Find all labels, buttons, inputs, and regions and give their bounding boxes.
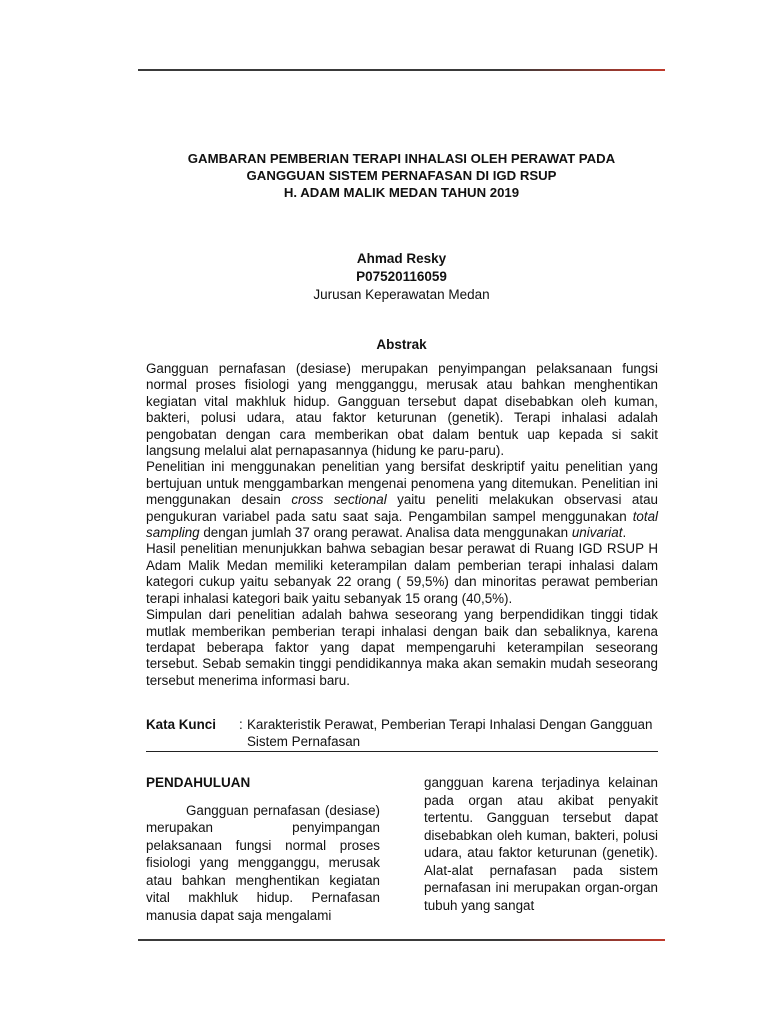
abstract-p2-italic-univariat: univariat <box>571 525 623 541</box>
paper-title <box>138 150 665 201</box>
author-name: Ahmad Resky <box>356 251 447 266</box>
abstract-paragraph-3: Hasil penelitian menunjukkan bahwa sebagian besar perawat di Ruang IGD RSUP H Adam Malik Medan memiliki keterampilan dalam pemberian terapi inhalasi dalam kategori cukup yaitu sebanyak 22 orang ( 59,5%) dan minoritas perawat pemberian terapi inhalasi kategori baik yaitu sebanyak 15 orang (40,5%). <box>146 541 658 606</box>
keywords-label: Kata Kunci <box>146 717 216 732</box>
abstract-p2-italic-cross-sectional: cross sectional <box>291 492 387 508</box>
intro-right-text: gangguan karena terjadinya kelainan pada organ atau akibat penyakit tertentu. Gangguan tersebut dapat disebabkan oleh kuman, bakteri, polusi udara, atau faktor keturunan (genetik). Alat-alat pernafasan pada sistem pernafasan ini merupakan organ-organ tubuh yang sangat <box>424 775 658 913</box>
abstract-heading: Abstrak <box>376 337 427 352</box>
abstract-paragraph-2 <box>146 459 658 541</box>
author-id: P07520116059 <box>356 269 447 284</box>
intro-right-column <box>424 774 658 914</box>
abstract-p2-italic-total-sampling: total sampling <box>146 508 658 541</box>
abstract-p2-text-d: . <box>622 525 627 541</box>
author-affiliation: Jurusan Keperawatan Medan <box>313 287 490 302</box>
abstract-paragraph-4: Simpulan dari penelitian adalah bahwa seseorang yang berpendidikan tinggi tidak mutlak memberikan pemberian terapi inhalasi dengan baik dan sebaliknya, karena terdapat beberapa faktor yang dapat mempengaruhi keterampilan seseorang tersebut. Sebab semakin tinggi pendidikannya maka akan semakin mudah seseorang tersebut menerima informasi baru. <box>146 607 658 688</box>
keywords-value: Karakteristik Perawat, Pemberian Terapi Inhalasi Dengan Gangguan Sistem Pernafasan <box>247 717 653 749</box>
keywords-divider <box>146 751 658 752</box>
abstract-p2-text-b: yaitu peneliti melakukan observasi atau pengukuran variabel pada satu saat saja. Pengambilan sampel menggunakan <box>146 492 658 524</box>
abstract-body <box>146 361 658 689</box>
header-rule <box>138 69 665 71</box>
keywords-colon: : <box>239 717 243 732</box>
intro-left-column <box>146 774 380 924</box>
intro-heading: PENDAHULUAN <box>146 775 251 790</box>
footer-rule <box>138 939 665 941</box>
title-line-1: GAMBARAN PEMBERIAN TERAPI INHALASI OLEH PERAWAT PADA <box>187 151 616 166</box>
abstract-p2-text-c: dengan jumlah 37 orang perawat. Analisa data menggunakan <box>199 525 572 541</box>
author-block <box>138 250 665 304</box>
intro-left-text: Gangguan pernafasan (desiase) merupakan penyimpangan pelaksanaan fungsi normal proses fisiologi yang mengganggu, merusak atau bahkan menghentikan kegiatan vital makhluk hidup. Pernafasan manusia dapat saja mengalami <box>146 802 380 923</box>
title-line-2: GANGGUAN SISTEM PERNAFASAN DI IGD RSUP <box>246 168 557 183</box>
abstract-paragraph-1: Gangguan pernafasan (desiase) merupakan penyimpangan pelaksanaan fungsi normal proses fisiologi yang mengganggu, merusak atau bahkan menghentikan kegiatan vital makhluk hidup. Gangguan tersebut dapat disebabkan oleh kuman, bakteri, polusi udara, atau faktor keturunan (genetik). Terapi inhalasi adalah pengobatan dengan cara memberikan obat dalam bentuk uap kepada si sakit langsung melalui alat pernapasannya (hidung ke paru-paru). <box>146 361 658 459</box>
title-line-3: H. ADAM MALIK MEDAN TAHUN 2019 <box>283 185 520 200</box>
abstract-p2-text-a: Penelitian ini menggunakan penelitian yang bersifat deskriptif yaitu penelitian yang bertujuan untuk menggambarkan mengenai penomena yang ditemukan. Penelitian ini menggunakan desain <box>146 459 658 508</box>
